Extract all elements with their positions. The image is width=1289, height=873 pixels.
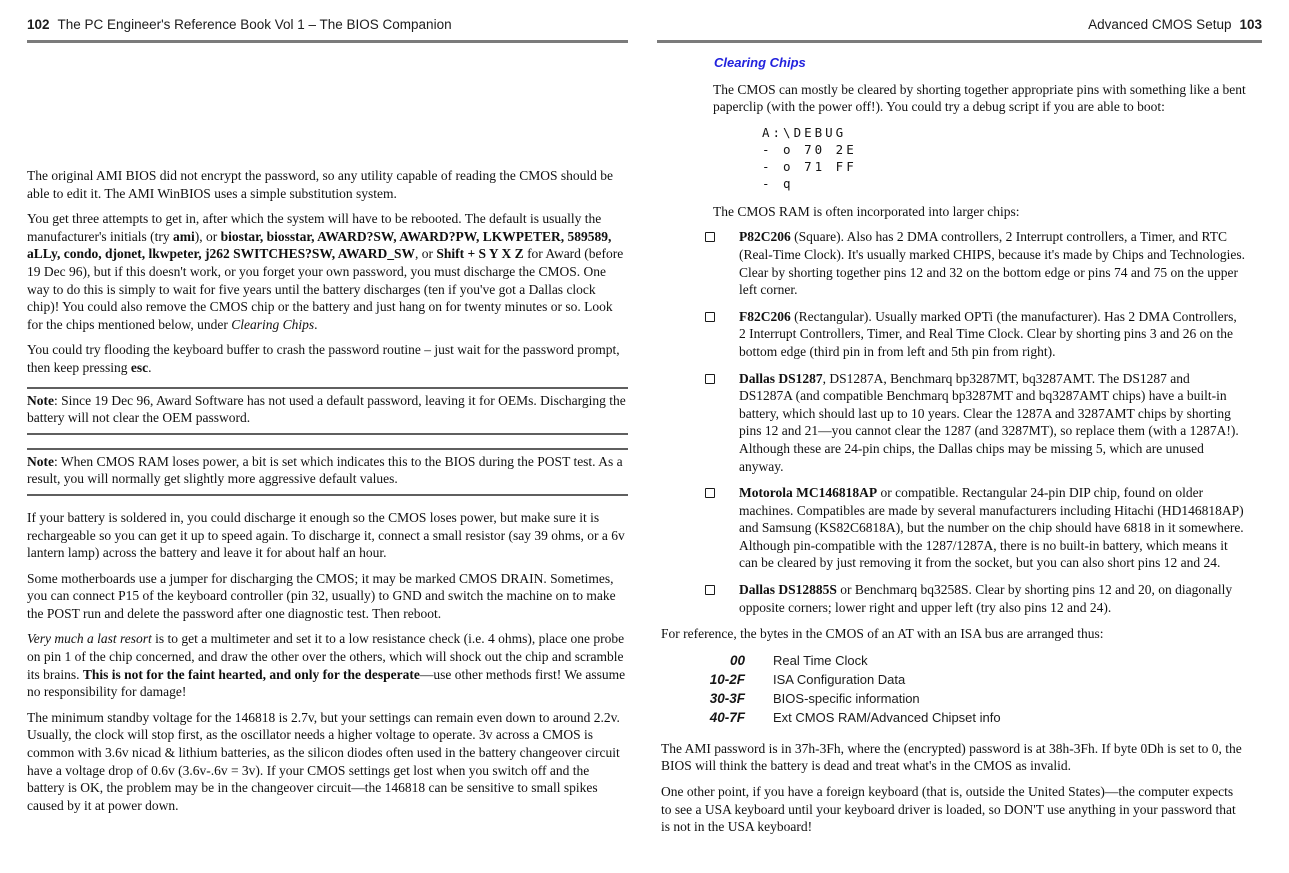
code-line: - o 71 FF [762, 158, 857, 174]
paragraph: One other point, if you have a foreign keyboard (that is, outside the United States)—the computer expects to see a USA keyboard until your keyboard driver is loaded, so DON'T use anything in your password that is not in the USA keyboard! [661, 784, 1236, 835]
list-item [703, 581, 1262, 616]
paragraph: The AMI password is in 37h-3Fh, where the (encrypted) password is at 38h-3Fh. If byte 0Dh is set to 0, the BIOS will think the battery is dead and treat what's in the CMOS as invalid. [661, 740, 1242, 774]
left-page-number: 102 [27, 17, 50, 32]
square-bullet-icon [705, 232, 715, 242]
left-page-body [27, 167, 628, 814]
code-line: - o 70 2E [762, 141, 857, 157]
byte-range: 10-2F [709, 671, 745, 687]
right-page-number: 103 [1239, 17, 1262, 32]
table-row [677, 670, 1262, 689]
list-item [703, 370, 1262, 476]
list-item [703, 484, 1262, 572]
square-bullet-icon [705, 488, 715, 498]
list-item-text: Dallas DS1287, DS1287A, Benchmarq bp3287MT, bq3287AMT. The DS1287 and DS1287A (and compatible Benchmarq bp3287MT and bq3287AMT chips) have a built-in battery, which should last up to 10 years. Clear the 1287A and 3287AMT chips by shorting pins 12 and 21—you cannot clear the 1287 (and 3287MT), so replace them (with a 1287A!). Although these are 24-pin chips, the Dallas chips may be missing 5, which are unused anyway. [739, 370, 1239, 474]
paragraph: The original AMI BIOS did not encrypt the password, so any utility capable of reading the CMOS should be able to edit it. The AMI WinBIOS uses a simple substitution system. [27, 168, 614, 201]
paragraph: You could try flooding the keyboard buffer to crash the password routine – just wait for the password prompt, then keep pressing esc. [27, 342, 620, 375]
square-bullet-icon [705, 585, 715, 595]
byte-range-label: ISA Configuration Data [773, 671, 906, 687]
note-box: Note: Since 19 Dec 96, Award Software has not used a default password, leaving it for OEMs. Discharging the battery will not clear the OEM password. [27, 387, 628, 435]
right-running-title: Advanced CMOS Setup [1088, 17, 1232, 32]
note-box: Note: When CMOS RAM loses power, a bit is set which indicates this to the BIOS during the POST test. As a result, you will normally get slightly more aggressive default values. [27, 448, 628, 496]
byte-range-label: Ext CMOS RAM/Advanced Chipset info [773, 709, 1001, 725]
paragraph: Some motherboards use a jumper for discharging the CMOS; it may be marked CMOS DRAIN. Sometimes, you can connect P15 of the keyboard controller (pin 32, usually) to GND and switch the machine on to make the POST run and delete the password after one diagnostic test. Then reboot. [27, 570, 616, 621]
right-page-body [657, 54, 1262, 836]
byte-range: 30-3F [709, 690, 745, 706]
list-item-text: F82C206 (Rectangular). Usually marked OPTi (the manufacturer). Has 2 DMA Controllers, 2 Interrupt Controllers, Timer, and Real Time Clock. Clear by shorting pins 3 and 26 on the bottom edge (third pin in from left and 5th pin from right). [739, 308, 1237, 359]
paragraph: The CMOS can mostly be cleared by shorting together appropriate pins with something like a bent paperclip (with the power off!). You could try a debug script if you are able to boot: [713, 81, 1246, 115]
table-row [677, 689, 1262, 708]
paragraph: For reference, the bytes in the CMOS of an AT with an ISA bus are arranged thus: [661, 626, 1104, 642]
paragraph: You get three attempts to get in, after which the system will have to be rebooted. The default is usually the manufacturer's initials (try ami), or biostar, biosstar, AWARD?SW, AWARD?PW, LKWPETER, 589589, aLLy, condo, djonet, lkwpeter, j262 SWITCHES?SW, AWARD_SW, or Shift + S Y X Z for Award (before 19 Dec 96), but if this doesn't work, or you forget your own password, you must discharge the CMOS. One way to do this is simply to wait for five years until the battery discharges (ten if you've got a Dallas clock chip)! You could also remove the CMOS chip or the battery and just hang on for twenty minutes or so. Look for the chips mentioned below, under Clearing Chips. [27, 211, 624, 332]
left-running-title: The PC Engineer's Reference Book Vol 1 – The BIOS Companion [57, 17, 452, 32]
list-item-text: Motorola MC146818AP or compatible. Rectangular 24-pin DIP chip, found on older machines. Compatibles are made by several manufacturers including Hitachi (HD146818AP) and Samsung (KS82C6818A), but the number on the chip should have 6818 in it somewhere. Although pin-compatible with the 1287/1287A, there is no built-in battery, which means it can be cleared by just removing it from the socket, but you can also short pins 12 and 24. [739, 485, 1244, 571]
paragraph: The minimum standby voltage for the 146818 is 2.7v, but your settings can remain even down to around 2.2v. Usually, the clock will stop first, as the oscillator needs a higher voltage to operate. 3v across a CMOS is common with 3.6v nicad & lithium batteries, as the silicon diodes often used in the battery changeover circuit have a voltage drop of 0.6v (3.6v-.6v = 3v). If your CMOS settings get lost when you switch off and the battery is OK, the problem may be in the changeover circuit—the 146818 can be sensitive to small spikes caused by it at power down. [27, 709, 620, 813]
table-row [677, 651, 1262, 670]
left-page-header [27, 17, 628, 43]
right-page-header [657, 17, 1262, 43]
byte-range-label: BIOS-specific information [773, 690, 920, 706]
byte-range-label: Real Time Clock [773, 652, 868, 668]
byte-range: 40-7F [709, 709, 745, 725]
list-item [703, 228, 1262, 298]
cmos-byte-map-table [677, 651, 1262, 727]
paragraph: Very much a last resort is to get a multimeter and set it to a low resistance check (i.e. 4 ohms), place one probe on pin 1 of the chip concerned, and draw the other over the others, which will shock out the chip and scramble its brains. This is not for the faint hearted, and only for the desperate—use other methods first! We assume no responsibility for damage! [27, 631, 626, 700]
debug-script-block [762, 124, 1262, 192]
square-bullet-icon [705, 312, 715, 322]
square-bullet-icon [705, 374, 715, 384]
paragraph: The CMOS RAM is often incorporated into larger chips: [713, 203, 1020, 219]
section-heading: Clearing Chips [714, 55, 806, 70]
code-line: A:\DEBUG [762, 124, 847, 140]
left-page [27, 17, 628, 822]
right-page [657, 17, 1262, 844]
table-row [677, 708, 1262, 727]
list-item-text: P82C206 (Square). Also has 2 DMA controllers, 2 Interrupt controllers, a Timer, and RTC (Real-Time Clock). It's usually marked CHIPS, because it's made by Chips and Technologies. Clear by shorting together pins 12 and 32 on the bottom edge or pins 74 and 75 on the upper left corner. [739, 229, 1245, 298]
byte-range: 00 [729, 652, 745, 668]
list-item [703, 308, 1262, 361]
paragraph: If your battery is soldered in, you could discharge it enough so the CMOS loses power, but make sure it is rechargeable so you can get it up to speed again. To discharge it, connect a small resistor (say 39 ohms, or a 6v lantern lamp) across the battery and leave it for about half an hour. [27, 509, 625, 561]
code-line: - q [762, 175, 794, 191]
list-item-text: Dallas DS12885S or Benchmarq bq3258S. Clear by shorting pins 12 and 20, on diagonally opposite corners; lower right and upper left (try also pins 12 and 24). [739, 582, 1233, 615]
